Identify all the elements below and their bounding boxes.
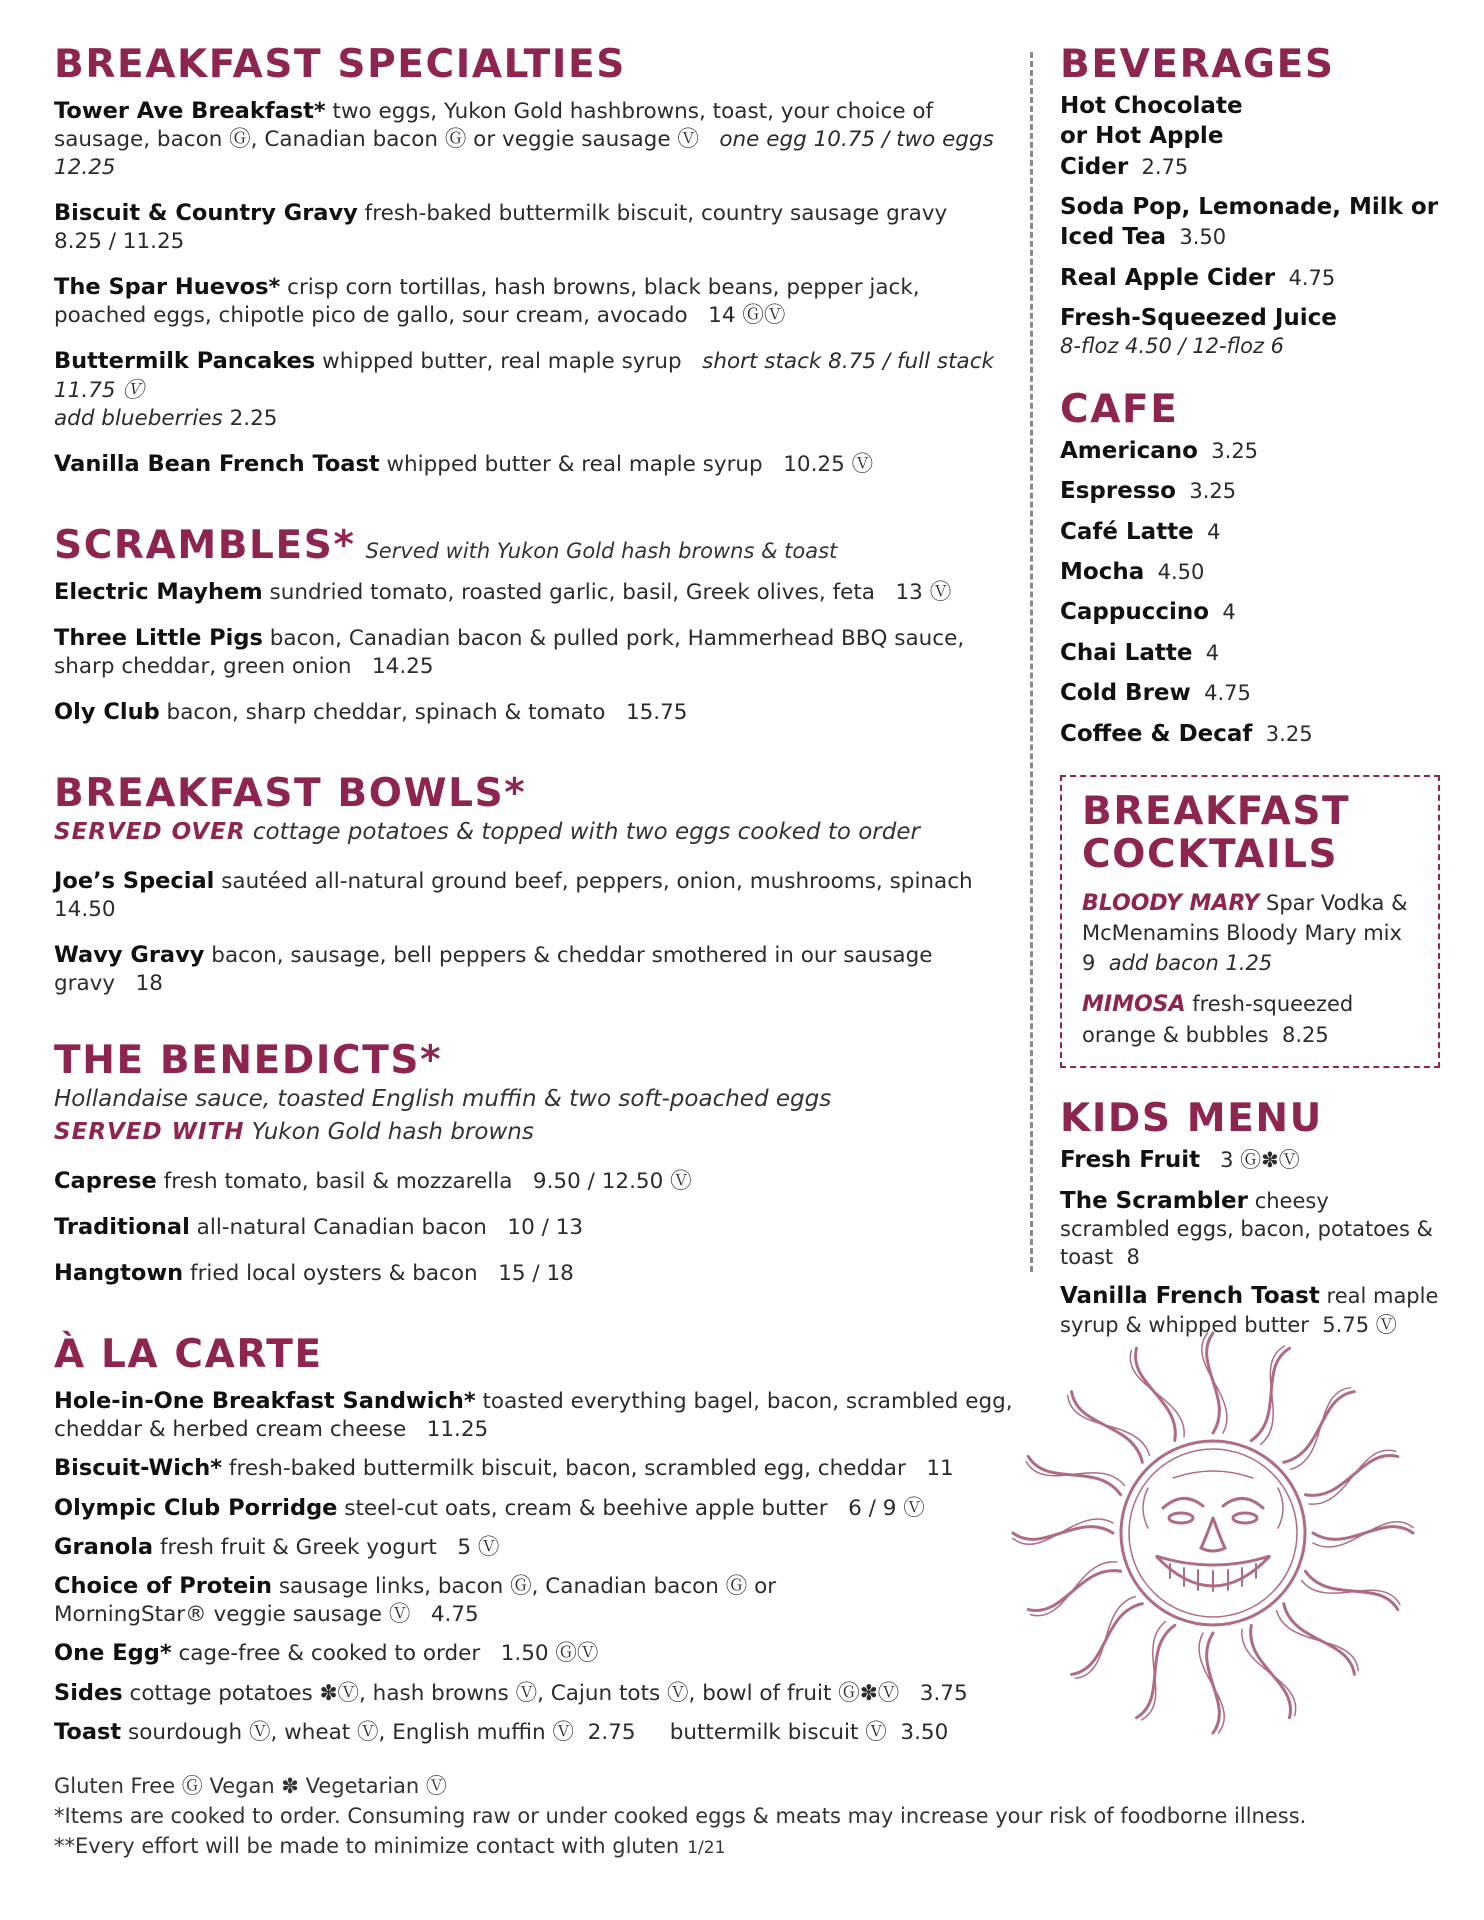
item-name: Three Little Pigs	[54, 624, 263, 651]
item-price: 8.25 / 11.25	[54, 229, 185, 255]
menu-item	[54, 578, 1014, 607]
item-desc: two eggs, Yukon Gold hashbrowns, toast, your choice of sausage, bacon Ⓖ, Canadian bacon Ⓖ or veggie sausage Ⓥ	[54, 98, 934, 153]
item-desc: toasted everything bagel, bacon, scrambled egg, cheddar & herbed cream cheese	[54, 1389, 1013, 1443]
menu-item	[54, 1533, 1014, 1562]
sun-ray	[1207, 1333, 1220, 1433]
item-price: 9	[1082, 950, 1096, 975]
item-name: Espresso	[1060, 478, 1176, 505]
sun-ray	[1136, 1625, 1174, 1717]
item-desc: fresh-baked buttermilk biscuit, bacon, scrambled egg, cheddar	[228, 1456, 906, 1482]
menu-item	[54, 624, 1014, 681]
item-price: 3.50	[1179, 225, 1227, 250]
item-desc: real maple syrup & whipped butter	[1060, 1284, 1439, 1337]
section-title: BREAKFAST SPECIALTIES	[54, 42, 626, 87]
item-name: Sides	[54, 1679, 123, 1706]
item-name: Hangtown	[54, 1260, 184, 1287]
section-title: THE BENEDICTS*	[54, 1037, 443, 1083]
item-desc: sausage links, bacon Ⓖ, Canadian bacon Ⓖ or MorningStar® veggie sausage Ⓥ	[54, 1574, 777, 1628]
item-price: 9.50 / 12.50 Ⓥ	[532, 1168, 692, 1194]
a-la-carte-section	[54, 1334, 1014, 1747]
item-name: Toast	[54, 1718, 122, 1745]
item-price: 1.50 ⒼⓋ	[500, 1641, 599, 1667]
section-subtitle: Served with Yukon Gold hash browns & toast	[365, 538, 838, 563]
item-extra: add bacon 1.25	[1108, 950, 1273, 975]
item-name: Vanilla Bean French Toast	[54, 450, 380, 477]
menu-item	[54, 1494, 1014, 1523]
item-extra: add blueberries	[54, 405, 223, 431]
menu-item	[54, 1639, 1014, 1668]
item-name: Olympic Club Porridge	[54, 1494, 338, 1521]
item-desc: all-natural Canadian bacon	[196, 1214, 487, 1240]
sun-ray-inner	[1026, 1462, 1124, 1486]
intro-text: cottage potatoes & topped with two eggs cooked to order	[252, 819, 920, 846]
menu-item	[1060, 303, 1440, 361]
sun-ray-inner	[1030, 1562, 1116, 1616]
sun-ray	[1284, 1392, 1355, 1463]
item-price: 3.25	[1265, 721, 1313, 746]
menu-item	[54, 1454, 1014, 1483]
item-price: 11.25	[426, 1417, 489, 1443]
item-desc: whipped butter, real maple syrup	[322, 349, 682, 375]
sun-ray	[1251, 1348, 1289, 1440]
sun-ray	[1135, 1348, 1175, 1440]
sun-ray-inner	[1302, 1581, 1400, 1605]
item-desc: bacon, Canadian bacon & pulled pork, Hammerhead BBQ sauce, sharp cheddar, green onion	[54, 625, 965, 680]
section-title: À LA CARTE	[54, 1332, 323, 1378]
item-price: 18	[135, 971, 163, 997]
cocktail-item	[1082, 889, 1418, 979]
item-name: BLOODY MARY	[1082, 890, 1260, 916]
item-name: Choice of Protein	[54, 1573, 273, 1600]
section-title: KIDS MENU	[1060, 1096, 1323, 1142]
dietary-legend: Gluten Free Ⓖ Vegan ✽ Vegetarian Ⓥ	[54, 1774, 447, 1798]
sun-ray	[1072, 1604, 1143, 1675]
item-desc: crisp corn tortillas, hash browns, black beans, pepper jack, poached eggs, chipotle pico de gallo, sour cream, avocado	[54, 275, 920, 329]
menu-item	[54, 1679, 1014, 1708]
item-desc: cheesy scrambled eggs, bacon, potatoes & toast	[1060, 1188, 1433, 1269]
item-price: 14 ⒼⓋ	[708, 303, 786, 329]
sun-ray-inner	[1142, 1622, 1166, 1720]
item-price: 2.75	[1141, 154, 1189, 179]
menu-item	[54, 97, 1014, 182]
item-name: Vanilla French Toast	[1060, 1283, 1320, 1310]
section-title: CAFE	[1060, 387, 1179, 433]
menu-item	[54, 1387, 1014, 1444]
item-price: 15 / 18	[498, 1261, 574, 1287]
item-desc: cottage potatoes ✽Ⓥ, hash browns Ⓥ, Cajun tots Ⓥ, bowl of fruit Ⓖ✽Ⓥ	[129, 1680, 900, 1706]
item-price: 10 / 13	[507, 1214, 584, 1240]
menu-item	[1060, 436, 1440, 466]
sun-ray-inner	[1309, 1450, 1395, 1504]
item-price: 3.25	[1211, 439, 1259, 464]
item-price: 6 / 9 Ⓥ	[848, 1495, 925, 1521]
menu-item	[1060, 1186, 1440, 1272]
breakfast-cocktails-box	[1060, 775, 1440, 1069]
item-name: Caprese	[54, 1167, 157, 1194]
item-desc: Spar Vodka & McMenamins Bloody Mary mix	[1082, 890, 1408, 946]
right-eye	[1233, 1513, 1257, 1523]
item-price: 8.25	[1282, 1023, 1329, 1048]
item-desc: bacon, sausage, bell peppers & cheddar smothered in our sausage gravy	[54, 942, 933, 997]
menu-item	[1060, 517, 1440, 547]
item-name: Buttermilk Pancakes	[54, 348, 316, 375]
item-name: Mocha	[1060, 559, 1145, 586]
sun-ray-inner	[1261, 1346, 1285, 1444]
left-eye	[1169, 1513, 1193, 1523]
menu-item	[54, 347, 1014, 432]
menu-item	[54, 698, 1014, 727]
sun-ray-inner	[1130, 1350, 1184, 1436]
item-desc: steel-cut oats, cream & beehive apple butter	[344, 1495, 828, 1521]
item-name: Fresh Fruit	[1060, 1147, 1201, 1174]
sun-ray-inner	[1075, 1597, 1135, 1679]
sun-ray	[1028, 1456, 1120, 1494]
item-desc: sundried tomato, roasted garlic, basil, Greek olives, feta	[269, 579, 875, 605]
item-name: The Scrambler	[1060, 1187, 1248, 1214]
intro-cap: SERVED OVER	[54, 819, 246, 846]
item-desc: sourdough Ⓥ, wheat Ⓥ, English muffin Ⓥ	[128, 1719, 574, 1745]
right-column	[1060, 44, 1440, 1340]
menu-item	[1060, 263, 1440, 293]
item-price: 10.25 Ⓥ	[783, 451, 874, 477]
section-intro-2	[54, 1116, 1014, 1149]
menu-item	[54, 1213, 1014, 1242]
column-divider	[1030, 52, 1033, 1272]
sun-ray-inner	[1291, 1388, 1351, 1470]
footer-notes	[54, 1772, 1434, 1861]
item-name: Electric Mayhem	[54, 578, 263, 605]
item-name: Café Latte	[1060, 518, 1194, 545]
item-price: 8-floz 4.50 / 12-floz 6	[1060, 334, 1285, 359]
gluten-note	[54, 1832, 1434, 1862]
item-name: Biscuit & Country Gravy	[54, 200, 358, 227]
menu-item	[54, 1167, 1014, 1196]
sun-ray	[1207, 1633, 1220, 1733]
sun-ray-inner	[1277, 1611, 1359, 1671]
menu-item	[54, 1718, 1014, 1747]
item-price: 4.75	[1204, 681, 1251, 706]
cafe-section	[1060, 389, 1440, 749]
item-name: MIMOSA	[1082, 992, 1186, 1018]
item-price: 4.75	[430, 1602, 479, 1628]
cocktail-item	[1082, 990, 1418, 1050]
menu-item	[1060, 638, 1440, 668]
item-price: 2.75	[587, 1719, 636, 1745]
item-price: 3 Ⓖ✽Ⓥ	[1220, 1148, 1300, 1173]
sun-ray-inner	[1068, 1395, 1150, 1455]
title-line-1: BREAKFAST	[1082, 788, 1351, 834]
menu-item	[1060, 91, 1270, 182]
item-desc: cage-free & cooked to order	[178, 1641, 481, 1667]
menu-item	[1060, 719, 1440, 749]
item-name: Cappuccino	[1060, 599, 1210, 626]
menu-item	[54, 1572, 814, 1629]
item-price: 5 Ⓥ	[457, 1534, 500, 1560]
sun-rays	[1013, 1333, 1413, 1733]
item-name: The Spar Huevos*	[54, 274, 281, 301]
title-line-2: COCKTAILS	[1082, 831, 1339, 877]
sun-ray-inner	[1242, 1629, 1296, 1715]
beverages-section	[1060, 44, 1440, 361]
breakfast-specialties-section	[54, 44, 1014, 479]
item-price: 14.50	[54, 896, 116, 922]
item-name: One Egg*	[54, 1640, 172, 1667]
menu-item	[54, 450, 1014, 479]
intro-text: Yukon Gold hash browns	[251, 1119, 534, 1146]
item-name: Hot Chocolate or Hot Apple Cider	[1060, 92, 1243, 180]
menu-item	[1060, 192, 1440, 253]
item-desc: fresh fruit & Greek yogurt	[159, 1534, 437, 1560]
section-title	[1082, 788, 1418, 877]
item-name: Fresh-Squeezed Juice	[1060, 305, 1337, 332]
item-price: 11	[926, 1456, 954, 1482]
item-price: 4	[1205, 640, 1220, 665]
menu-item	[54, 273, 1014, 330]
item-price: 4.50	[1157, 560, 1205, 585]
item-name: Oly Club	[54, 699, 160, 726]
food-safety-note: *Items are cooked to order. Consuming raw or under cooked eggs & meats may increase your risk of foodborne illness.	[54, 1803, 1307, 1828]
menu-item	[54, 1259, 1014, 1288]
sun-ray	[1305, 1455, 1397, 1495]
sun-ray	[1305, 1571, 1397, 1609]
item-price: short stack 8.75 / full stack 11.75 Ⓥ	[54, 349, 995, 403]
menu-item	[54, 199, 1014, 256]
item-price: 4	[1222, 600, 1236, 625]
item-name: Cold Brew	[1060, 680, 1191, 707]
intro-cap: SERVED WITH	[54, 1119, 245, 1146]
item-desc: sautéed all-natural ground beef, peppers, onion, mushrooms, spinach	[221, 868, 973, 894]
kids-menu-section	[1060, 1098, 1440, 1339]
item-name: Hole-in-One Breakfast Sandwich*	[54, 1388, 476, 1415]
sun-ray	[1313, 1527, 1413, 1540]
item-extra-price: 3.50	[900, 1719, 949, 1745]
item-desc: fresh-baked buttermilk biscuit, country sausage gravy	[364, 201, 948, 227]
menu-item	[1060, 597, 1440, 627]
item-name: Tower Ave Breakfast*	[54, 97, 326, 124]
item-extra-price: 2.25	[229, 405, 278, 431]
item-name: Chai Latte	[1060, 639, 1193, 666]
sun-face-outline	[1121, 1441, 1305, 1625]
item-price: one egg 10.75 / two eggs 12.25	[54, 127, 994, 181]
item-name: Granola	[54, 1533, 154, 1560]
section-title-text: SCRAMBLES*	[54, 522, 356, 568]
item-name: Traditional	[54, 1213, 190, 1240]
item-price: 4.75	[1288, 265, 1336, 290]
item-price: 14.25	[371, 654, 434, 680]
benedicts-section	[54, 1037, 1014, 1288]
item-name: Biscuit-Wich*	[54, 1455, 223, 1482]
sun-ray	[1072, 1392, 1143, 1463]
item-price: 15.75	[625, 700, 688, 726]
menu-item	[54, 941, 1014, 998]
scrambles-section	[54, 522, 1014, 728]
item-desc: bacon, sharp cheddar, spinach & tomato	[166, 700, 606, 726]
item-name: Real Apple Cider	[1060, 264, 1276, 291]
menu-item	[1060, 1145, 1440, 1175]
item-price: 5.75 Ⓥ	[1322, 1312, 1397, 1337]
menu-item	[1060, 557, 1440, 587]
item-name: Joe’s Special	[54, 867, 215, 894]
item-desc: fresh-squeezed orange & bubbles	[1082, 992, 1354, 1048]
menu-item	[1060, 476, 1440, 506]
sun-ray	[1028, 1571, 1120, 1611]
nose	[1201, 1518, 1225, 1551]
item-name: Soda Pop, Lemonade, Milk or Iced Tea	[1060, 193, 1439, 251]
item-name: Americano	[1060, 438, 1198, 465]
section-intro	[54, 816, 1014, 849]
item-price: 3.75	[919, 1680, 968, 1706]
gluten-note-text: **Every effort will be made to minimize contact with gluten	[54, 1833, 680, 1858]
item-name: Coffee & Decaf	[1060, 720, 1253, 747]
sun-ray	[1251, 1625, 1291, 1717]
section-title	[54, 522, 1014, 568]
item-price: 8	[1126, 1244, 1140, 1269]
sun-face-illustration	[998, 1318, 1428, 1748]
item-name: Wavy Gravy	[54, 941, 205, 968]
menu-item	[54, 867, 1014, 924]
item-extra: buttermilk biscuit Ⓥ	[669, 1719, 887, 1745]
item-desc: whipped butter & real maple syrup	[386, 451, 763, 477]
sun-ray	[1013, 1527, 1113, 1540]
left-column	[54, 44, 1014, 1747]
menu-version-code: 1/21	[687, 1837, 726, 1858]
section-intro: Hollandaise sauce, toasted English muffin & two soft-poached eggs	[54, 1085, 832, 1112]
item-price: 13 Ⓥ	[895, 579, 952, 605]
breakfast-bowls-section	[54, 773, 1014, 998]
section-title: BREAKFAST BOWLS*	[54, 771, 527, 817]
item-price: 4	[1207, 519, 1221, 544]
sun-ray	[1284, 1604, 1355, 1675]
item-desc: fried local oysters & bacon	[190, 1261, 478, 1287]
section-title: BEVERAGES	[1060, 42, 1335, 87]
item-desc: fresh tomato, basil & mozzarella	[163, 1168, 513, 1194]
menu-item	[1060, 678, 1440, 708]
item-price: 3.25	[1189, 479, 1237, 504]
